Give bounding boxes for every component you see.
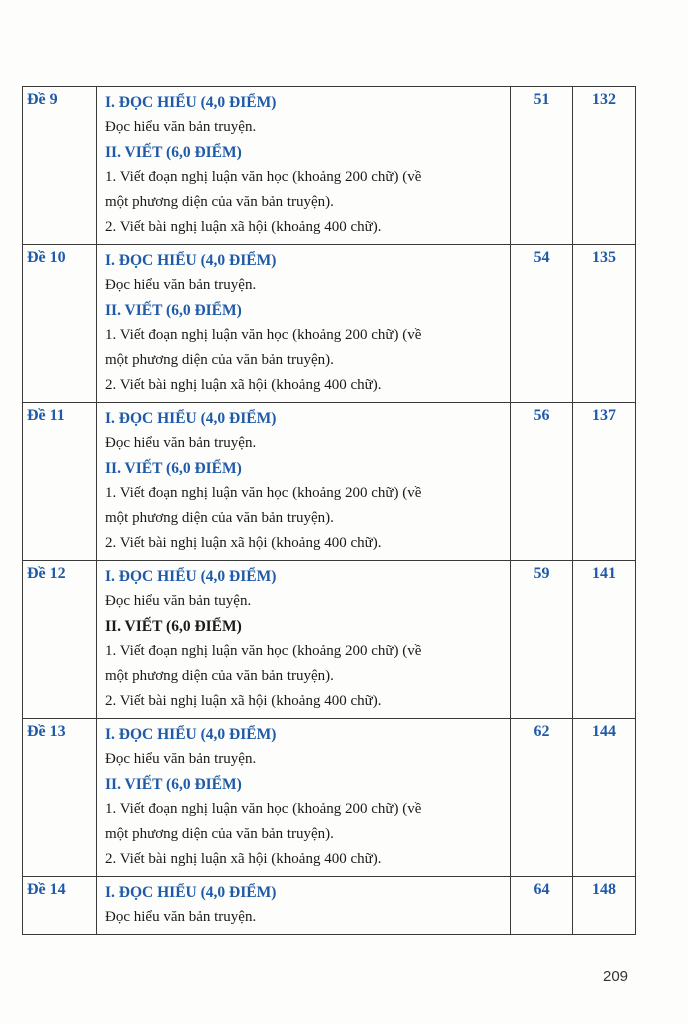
section-heading-writing: II. VIẾT (6,0 ĐIỂM) <box>105 144 242 161</box>
reading-description: Đọc hiểu văn bản truyện. <box>105 435 257 451</box>
page-exam: 54 <box>511 245 573 403</box>
writing-item-2: 2. Viết bài nghị luận xã hội (khoảng 400 chữ). <box>105 693 382 709</box>
page-answer: 137 <box>573 403 636 561</box>
writing-item-2: 2. Viết bài nghị luận xã hội (khoảng 400 chữ). <box>105 851 382 867</box>
section-heading-writing: II. VIẾT (6,0 ĐIỂM) <box>105 460 242 477</box>
section-heading-writing: II. VIẾT (6,0 ĐIỂM) <box>105 776 242 793</box>
section-heading-reading: I. ĐỌC HIỂU (4,0 ĐIỂM) <box>105 726 277 743</box>
section-heading-writing: II. VIẾT (6,0 ĐIỂM) <box>105 302 242 319</box>
reading-description: Đọc hiểu văn bản truyện. <box>105 119 257 135</box>
exam-label: Đề 12 <box>23 561 97 719</box>
page-exam: 59 <box>511 561 573 719</box>
exam-label: Đề 11 <box>23 403 97 561</box>
writing-item-1-line-1: 1. Viết đoạn nghị luận văn học (khoảng 200 chữ) (về <box>105 801 422 817</box>
writing-item-1-line-2: một phương diện của văn bản truyện). <box>105 826 334 842</box>
table-row <box>23 403 636 561</box>
page-number: 209 <box>603 968 629 985</box>
page-answer: 141 <box>573 561 636 719</box>
reading-description: Đọc hiểu văn bản truyện. <box>105 909 257 925</box>
page-exam: 62 <box>511 719 573 877</box>
section-heading-reading: I. ĐỌC HIỂU (4,0 ĐIỂM) <box>105 568 277 585</box>
table-row <box>23 561 636 719</box>
writing-item-1-line-2: một phương diện của văn bản truyện). <box>105 194 334 210</box>
exam-content <box>97 403 511 561</box>
exam-content <box>97 877 511 935</box>
page-exam: 64 <box>511 877 573 935</box>
exam-label: Đề 10 <box>23 245 97 403</box>
writing-item-1-line-2: một phương diện của văn bản truyện). <box>105 668 334 684</box>
exam-content <box>97 561 511 719</box>
table-of-contents <box>22 86 636 935</box>
writing-item-1-line-1: 1. Viết đoạn nghị luận văn học (khoảng 200 chữ) (về <box>105 643 422 659</box>
exam-content <box>97 719 511 877</box>
page-answer: 135 <box>573 245 636 403</box>
writing-item-1-line-1: 1. Viết đoạn nghị luận văn học (khoảng 200 chữ) (về <box>105 169 422 185</box>
section-heading-reading: I. ĐỌC HIỂU (4,0 ĐIỂM) <box>105 410 277 427</box>
writing-item-1-line-2: một phương diện của văn bản truyện). <box>105 352 334 368</box>
writing-item-1-line-1: 1. Viết đoạn nghị luận văn học (khoảng 200 chữ) (về <box>105 327 422 343</box>
page-answer: 144 <box>573 719 636 877</box>
reading-description: Đọc hiểu văn bản truyện. <box>105 751 257 767</box>
writing-item-2: 2. Viết bài nghị luận xã hội (khoảng 400 chữ). <box>105 219 382 235</box>
section-heading-reading: I. ĐỌC HIỂU (4,0 ĐIỂM) <box>105 94 277 111</box>
exam-content <box>97 245 511 403</box>
exam-label: Đề 9 <box>23 87 97 245</box>
table-row <box>23 87 636 245</box>
page-answer: 132 <box>573 87 636 245</box>
table-row <box>23 877 636 935</box>
writing-item-2: 2. Viết bài nghị luận xã hội (khoảng 400 chữ). <box>105 377 382 393</box>
section-heading-reading: I. ĐỌC HIỂU (4,0 ĐIỂM) <box>105 884 277 901</box>
page-exam: 51 <box>511 87 573 245</box>
reading-description: Đọc hiểu văn bản tuyện. <box>105 593 252 609</box>
table-row <box>23 245 636 403</box>
writing-item-1-line-1: 1. Viết đoạn nghị luận văn học (khoảng 200 chữ) (về <box>105 485 422 501</box>
page-exam: 56 <box>511 403 573 561</box>
writing-item-2: 2. Viết bài nghị luận xã hội (khoảng 400 chữ). <box>105 535 382 551</box>
section-heading-writing: II. VIẾT (6,0 ĐIỂM) <box>105 618 242 635</box>
exam-label: Đề 13 <box>23 719 97 877</box>
exam-content <box>97 87 511 245</box>
page-answer: 148 <box>573 877 636 935</box>
table-row <box>23 719 636 877</box>
section-heading-reading: I. ĐỌC HIỂU (4,0 ĐIỂM) <box>105 252 277 269</box>
writing-item-1-line-2: một phương diện của văn bản truyện). <box>105 510 334 526</box>
exam-label: Đề 14 <box>23 877 97 935</box>
reading-description: Đọc hiểu văn bản truyện. <box>105 277 257 293</box>
